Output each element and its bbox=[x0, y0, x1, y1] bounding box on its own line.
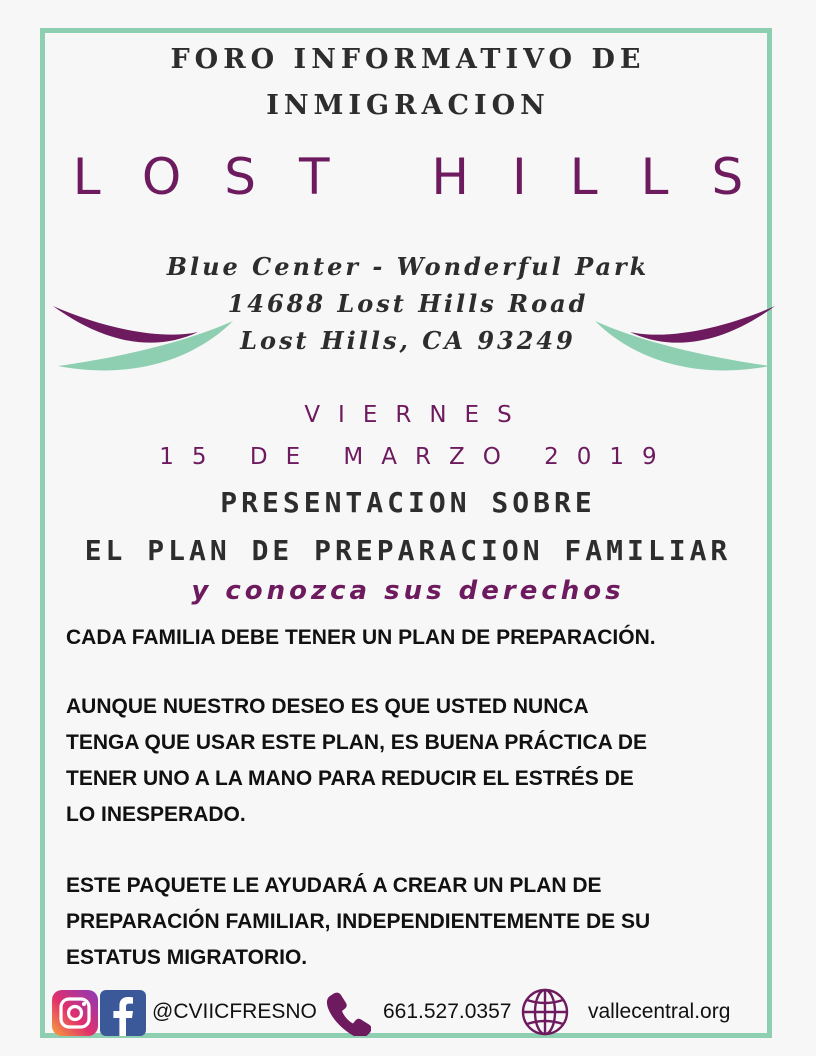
paragraph-2-line: TENER UNO A LA MANO PARA REDUCIR EL ESTRÉS DE bbox=[66, 767, 634, 790]
facebook-icon[interactable] bbox=[100, 990, 146, 1036]
address-line-3: Lost Hills, CA 93249 bbox=[240, 326, 576, 355]
paragraph-3-line: PREPARACIÓN FAMILIAR, INDEPENDIENTEMENTE DE SU bbox=[66, 910, 651, 933]
phone-number[interactable]: 661.527.0357 bbox=[383, 1000, 512, 1023]
paragraph-3 bbox=[66, 868, 766, 976]
paragraph-2-line: LO INESPERADO. bbox=[66, 803, 246, 826]
presentation-line-2: EL PLAN DE PREPARACION FAMILIAR bbox=[84, 534, 732, 567]
paragraph-3-line: ESTATUS MIGRATORIO. bbox=[66, 946, 308, 969]
paragraph-2-line: TENGA QUE USAR ESTE PLAN, ES BUENA PRÁCTICA DE bbox=[66, 731, 648, 754]
instagram-icon[interactable] bbox=[52, 990, 98, 1036]
presentation-line-1: PRESENTACION SOBRE bbox=[220, 486, 596, 519]
title-line-2: INMIGRACION bbox=[266, 90, 550, 121]
globe-icon bbox=[520, 987, 570, 1037]
phone-icon bbox=[325, 990, 371, 1036]
paragraph-2-line: AUNQUE NUESTRO DESEO ES QUE USTED NUNCA bbox=[66, 695, 589, 718]
location-heading: LOST HILLS bbox=[72, 148, 787, 206]
address-line-2: 14688 Lost Hills Road bbox=[227, 289, 589, 318]
event-date: 15 DE MARZO 2019 bbox=[159, 444, 675, 470]
rights-subtitle: y conozca sus derechos bbox=[191, 576, 625, 606]
social-handle[interactable]: @CVIICFRESNO bbox=[152, 1000, 317, 1023]
paragraph-3-line: ESTE PAQUETE LE AYUDARÁ A CREAR UN PLAN DE bbox=[66, 874, 602, 897]
paragraph-2 bbox=[66, 689, 766, 833]
event-day: VIERNES bbox=[304, 402, 530, 428]
address-line-1: Blue Center - Wonderful Park bbox=[166, 252, 650, 281]
website-link[interactable]: vallecentral.org bbox=[588, 1000, 731, 1023]
title-line-1: FORO INFORMATIVO DE bbox=[170, 44, 646, 75]
paragraph-1: CADA FAMILIA DEBE TENER UN PLAN DE PREPARACIÓN. bbox=[66, 626, 656, 649]
